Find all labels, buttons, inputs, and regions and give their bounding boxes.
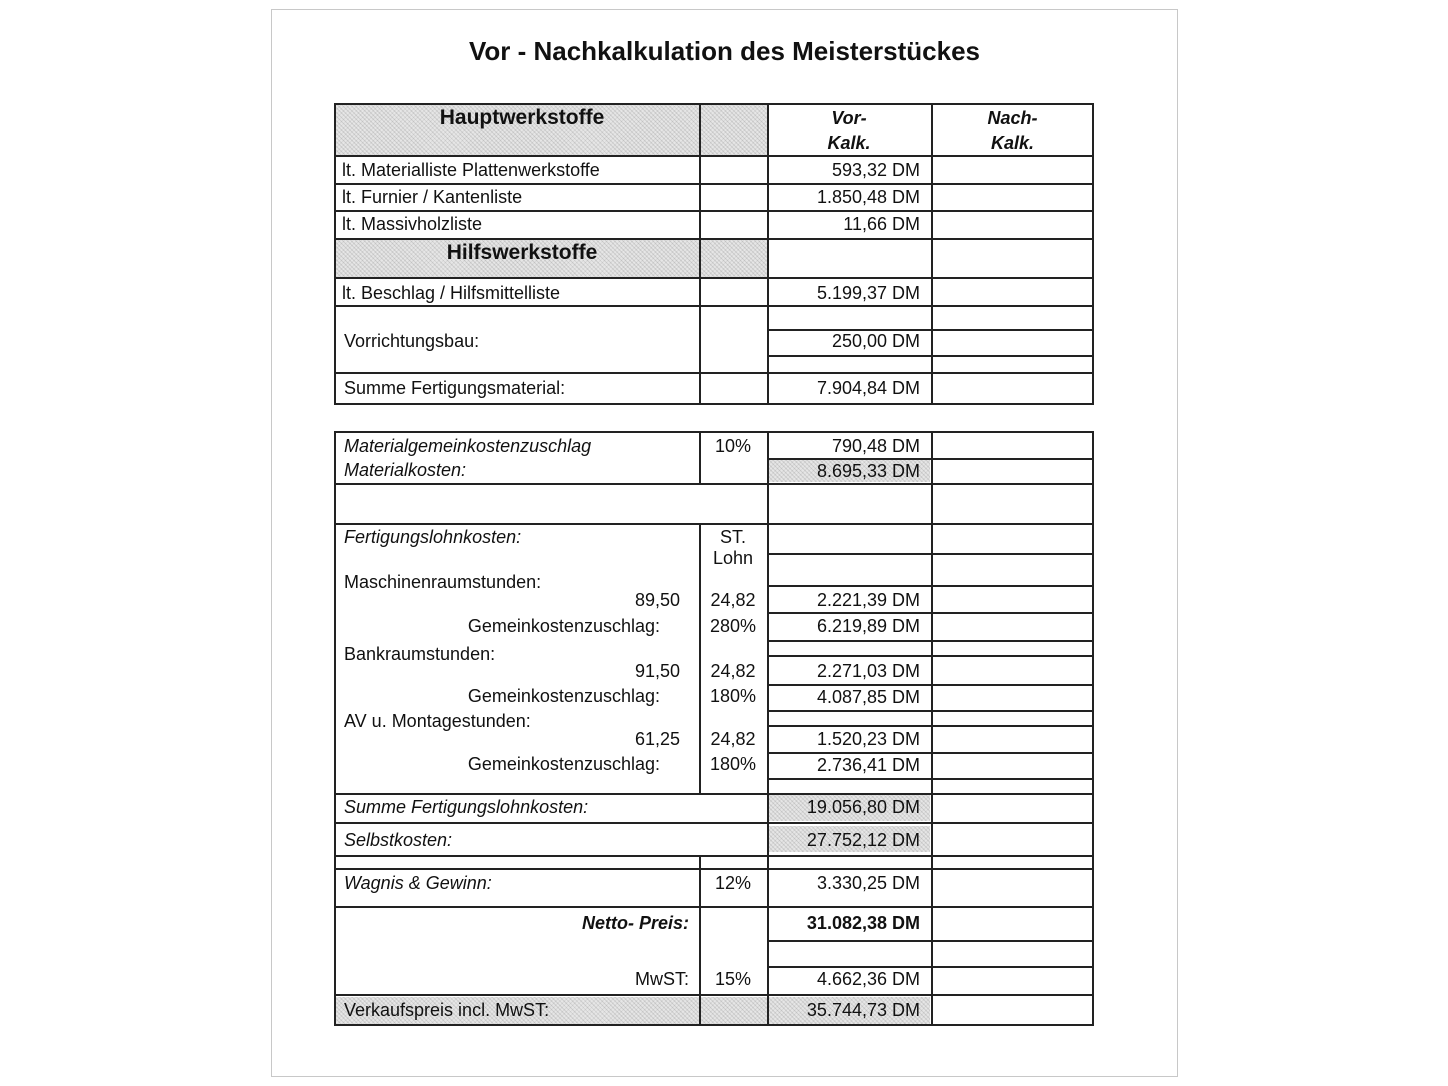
mwst-percent: 15% — [714, 969, 752, 989]
plattenwerkstoffe-label: lt. Materialliste Plattenwerkstoffe — [342, 160, 600, 180]
bank-value: 2.271,03 DM — [816, 661, 920, 681]
maschinen-label: Maschinenraumstunden: — [344, 572, 542, 592]
lohn-label: Lohn — [712, 548, 754, 568]
av-rate: 24,82 — [710, 729, 756, 749]
furnier-value: 1.850,48 DM — [816, 187, 920, 207]
summe-fertigungsmaterial-value: 7.904,84 DM — [816, 378, 920, 398]
selbstkosten-label: Selbstkosten: — [344, 830, 453, 850]
summe-fertigungsmaterial-label: Summe Fertigungsmaterial: — [344, 378, 566, 398]
mwst-value: 4.662,36 DM — [816, 969, 920, 989]
massivholz-value: 11,66 DM — [843, 214, 920, 234]
summe-lohn-label: Summe Fertigungslohnkosten: — [344, 797, 589, 817]
wagnis-label: Wagnis & Gewinn: — [344, 873, 492, 893]
vor-kalk-heading: Kalk. — [827, 133, 871, 153]
maschinen-gk-label: Gemeinkostenzuschlag: — [467, 616, 660, 636]
vor-kalk-heading: Vor- — [831, 108, 867, 128]
wagnis-percent: 12% — [714, 873, 752, 893]
bank-gk-percent: 180% — [709, 686, 757, 706]
hilfswerkstoffe-heading: Hilfswerkstoffe — [446, 241, 598, 264]
mgk-value: 790,48 DM — [831, 436, 920, 456]
av-label: AV u. Montagestunden: — [344, 711, 531, 731]
av-hours: 61,25 — [634, 729, 680, 749]
vorrichtungsbau-value: 250,00 DM — [831, 331, 920, 351]
nach-kalk-heading: Nach- — [987, 108, 1038, 128]
beschlag-label: lt. Beschlag / Hilfsmittelliste — [342, 283, 561, 303]
nach-kalk-heading: Kalk. — [990, 133, 1035, 153]
av-gk-label: Gemeinkostenzuschlag: — [467, 754, 660, 774]
bank-rate: 24,82 — [710, 661, 756, 681]
vorrichtungsbau-label: Vorrichtungsbau: — [344, 331, 480, 351]
plattenwerkstoffe-value: 593,32 DM — [831, 160, 920, 180]
mgk-percent: 10% — [714, 436, 752, 456]
verkaufspreis-label: Verkaufspreis incl. MwST: — [344, 1000, 550, 1020]
massivholz-label: lt. Massivholzliste — [342, 214, 483, 234]
summe-lohn-value: 19.056,80 DM — [806, 797, 920, 817]
wagnis-value: 3.330,25 DM — [816, 873, 920, 893]
furnier-label: lt. Furnier / Kantenliste — [342, 187, 523, 207]
beschlag-value: 5.199,37 DM — [816, 283, 920, 303]
av-gk-value: 2.736,41 DM — [816, 755, 920, 775]
maschinen-rate: 24,82 — [710, 590, 756, 610]
maschinen-gk-percent: 280% — [709, 616, 757, 636]
av-value: 1.520,23 DM — [816, 729, 920, 749]
materialkosten-label: Materialkosten: — [344, 460, 467, 480]
maschinen-gk-value: 6.219,89 DM — [816, 616, 920, 636]
av-gk-percent: 180% — [709, 754, 757, 774]
bank-gk-value: 4.087,85 DM — [816, 687, 920, 707]
bank-gk-label: Gemeinkostenzuschlag: — [467, 686, 660, 706]
materialkosten-value: 8.695,33 DM — [816, 461, 920, 481]
fertigungslohn-label: Fertigungslohnkosten: — [344, 527, 522, 547]
mgk-label: Materialgemeinkostenzuschlag — [344, 436, 592, 456]
page-title: Vor - Nachkalkulation des Meisterstückes — [468, 36, 981, 66]
maschinen-value: 2.221,39 DM — [816, 590, 920, 610]
maschinen-hours: 89,50 — [634, 590, 680, 610]
netto-label: Netto- Preis: — [581, 913, 689, 933]
hauptwerkstoffe-heading: Hauptwerkstoffe — [439, 106, 605, 129]
st-label: ST. — [719, 527, 746, 547]
netto-value: 31.082,38 DM — [806, 913, 920, 933]
bank-hours: 91,50 — [634, 661, 680, 681]
selbstkosten-value: 27.752,12 DM — [806, 830, 920, 850]
verkaufspreis-value: 35.744,73 DM — [806, 1000, 920, 1020]
bank-label: Bankraumstunden: — [344, 644, 496, 664]
mwst-label: MwST: — [635, 969, 689, 989]
